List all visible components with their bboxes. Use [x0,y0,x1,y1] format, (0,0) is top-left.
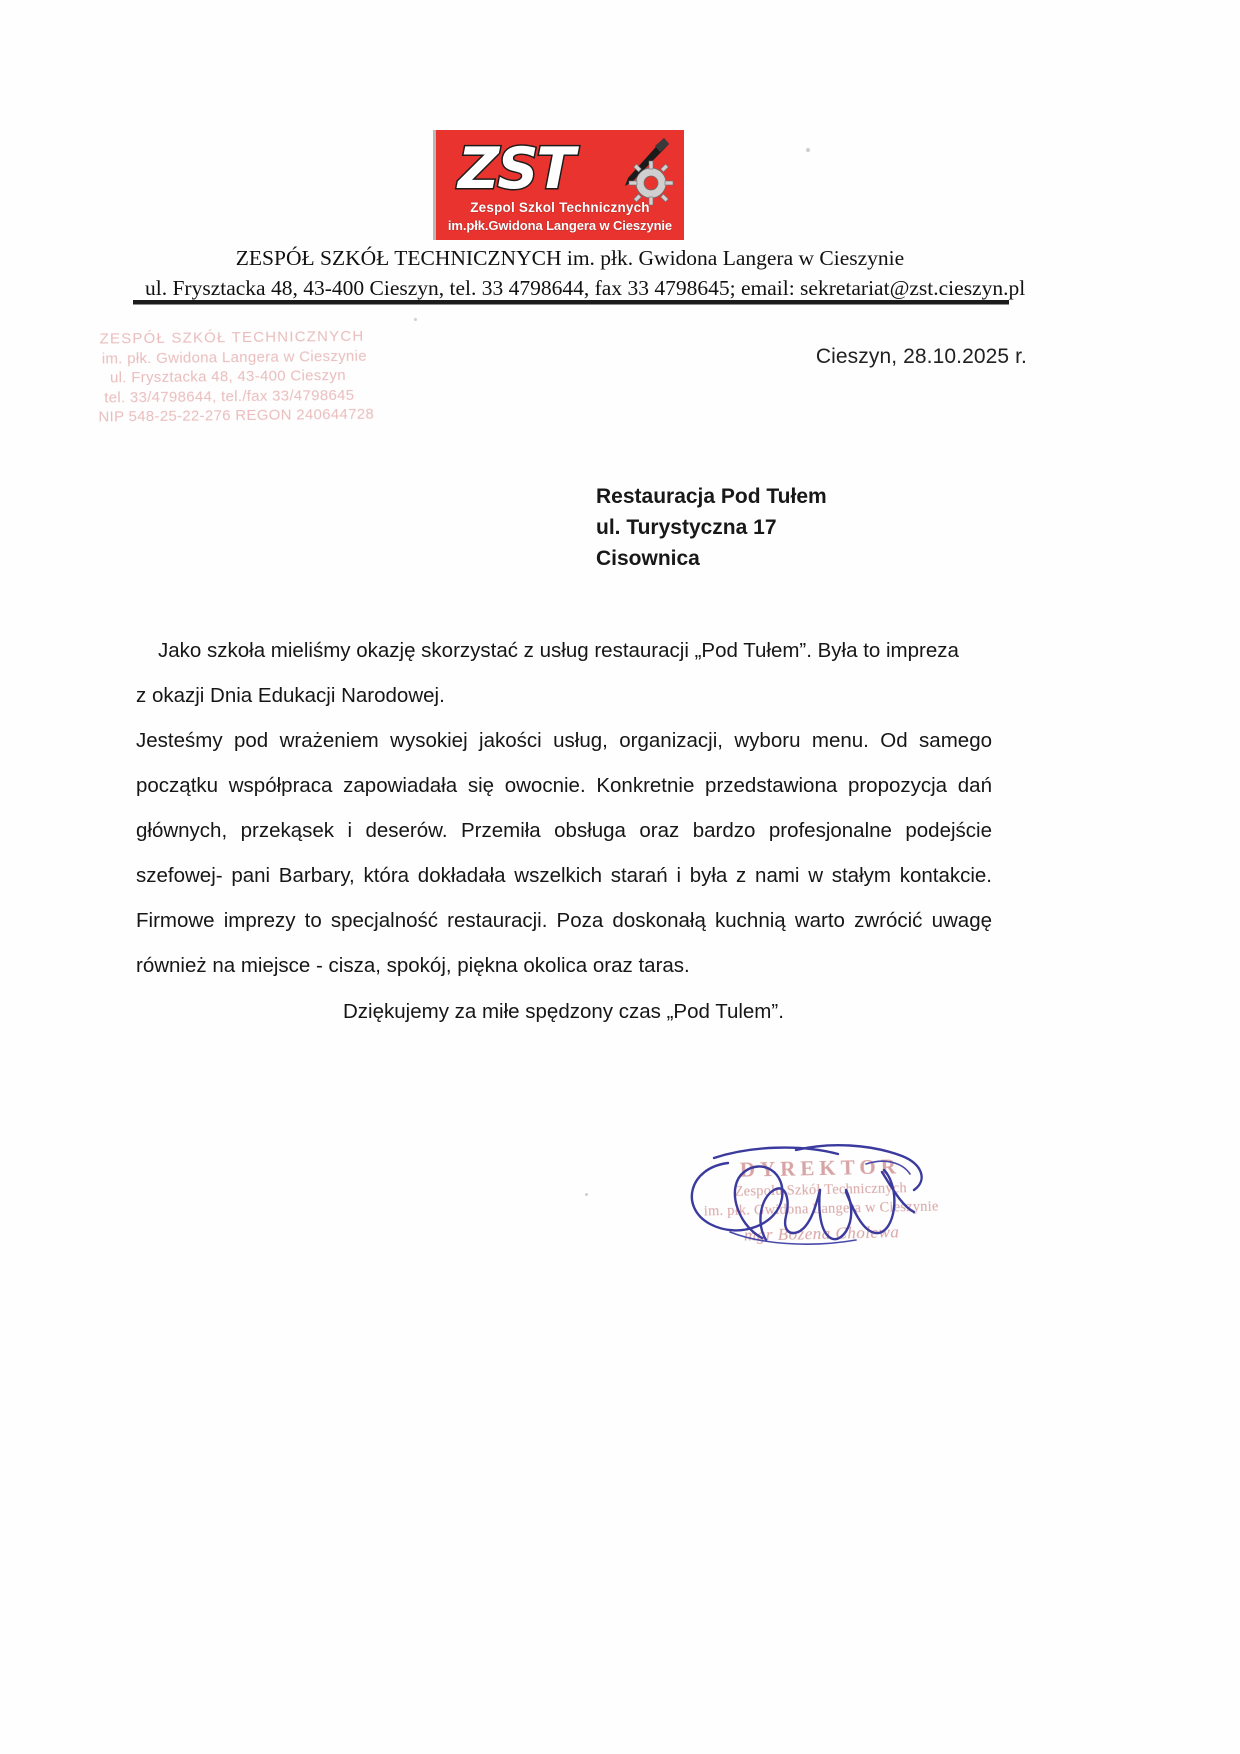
director-stamp-school: Zespołu Szkół Technicznych [734,1180,908,1200]
office-stamp-line-5: NIP 548-25-22-276 REGON 240644728 [98,405,375,426]
office-stamp-line-1: ZESPÓŁ SZKÓŁ TECHNICZNYCH [99,327,365,348]
letterhead-contact: ul. Frysztacka 48, 43-400 Cieszyn, tel. 33 4798644, fax 33 4798645; email: sekretariat@zst.cieszyn.pl [145,276,1026,300]
director-stamp-patron: im. płk. Gwidona Langera w Cieszynie [703,1198,939,1220]
office-stamp [95,326,396,427]
logo-school-name: Zespol Szkol Technicznych [470,200,650,215]
office-stamp-line-3: ul. Frysztacka 48, 43-400 Cieszyn [109,366,346,387]
scan-artifact [585,1193,588,1196]
school-logo [436,130,684,240]
logo-acronym: ZST [458,136,574,202]
letterhead-divider [133,300,1009,305]
director-stamp-title: DYREKTOR [739,1154,902,1182]
director-stamp-name: mgr Bożena Cholewa [743,1222,900,1245]
signature-block [670,1128,980,1278]
director-stamp [695,1153,947,1246]
body-paragraph-3: Jesteśmy pod wrażeniem wysokiej jakości usług, organizacji, wyboru menu. Od samego początku współpraca zapowiadała się owocnie. Konkretnie przedstawiona propozycja dań głównych, przekąsek i deserów. Przemiła obsługa oraz bardzo profesjonalne podejście szefowej- pani Barbary, która dokładała wszelkich starań i była z nami w stałym kontakcie. Firmowe imprezy to specjalność restauracji. Poza doskonałą kuchnią warto zwrócić uwagę również na miejsce - cisza, spokój, piękna okolica oraz taras. [136,729,992,977]
office-stamp-line-4: tel. 33/4798644, tel./fax 33/4798645 [104,386,355,406]
body-paragraph-2: z okazji Dnia Edukacji Narodowej. [136,684,445,707]
scan-artifact [806,148,810,152]
closing-line: Dziękujemy za miłe spędzony czas „Pod Tulem”. [343,1000,784,1023]
body-paragraph-1: Jako szkoła mieliśmy okazję skorzystać z usług restauracji „Pod Tułem”. Była to impreza [158,639,959,662]
recipient-city: Cisownica [596,547,700,570]
logo-school-patron: im.płk.Gwidona Langera w Cieszynie [447,218,673,233]
letterhead-school-name: ZESPÓŁ SZKÓŁ TECHNICZNYCH im. płk. Gwidona Langera w Cieszynie [235,246,905,270]
scan-artifact [414,318,417,321]
office-stamp-line-2: im. płk. Gwidona Langera w Cieszynie [101,347,367,368]
letter-body [136,628,992,988]
recipient-name: Restauracja Pod Tułem [596,485,827,508]
recipient-street: ul. Turystyczna 17 [596,516,777,539]
recipient-block [596,481,827,574]
date-line: Cieszyn, 28.10.2025 r. [815,345,1027,368]
letterhead [145,243,1026,303]
